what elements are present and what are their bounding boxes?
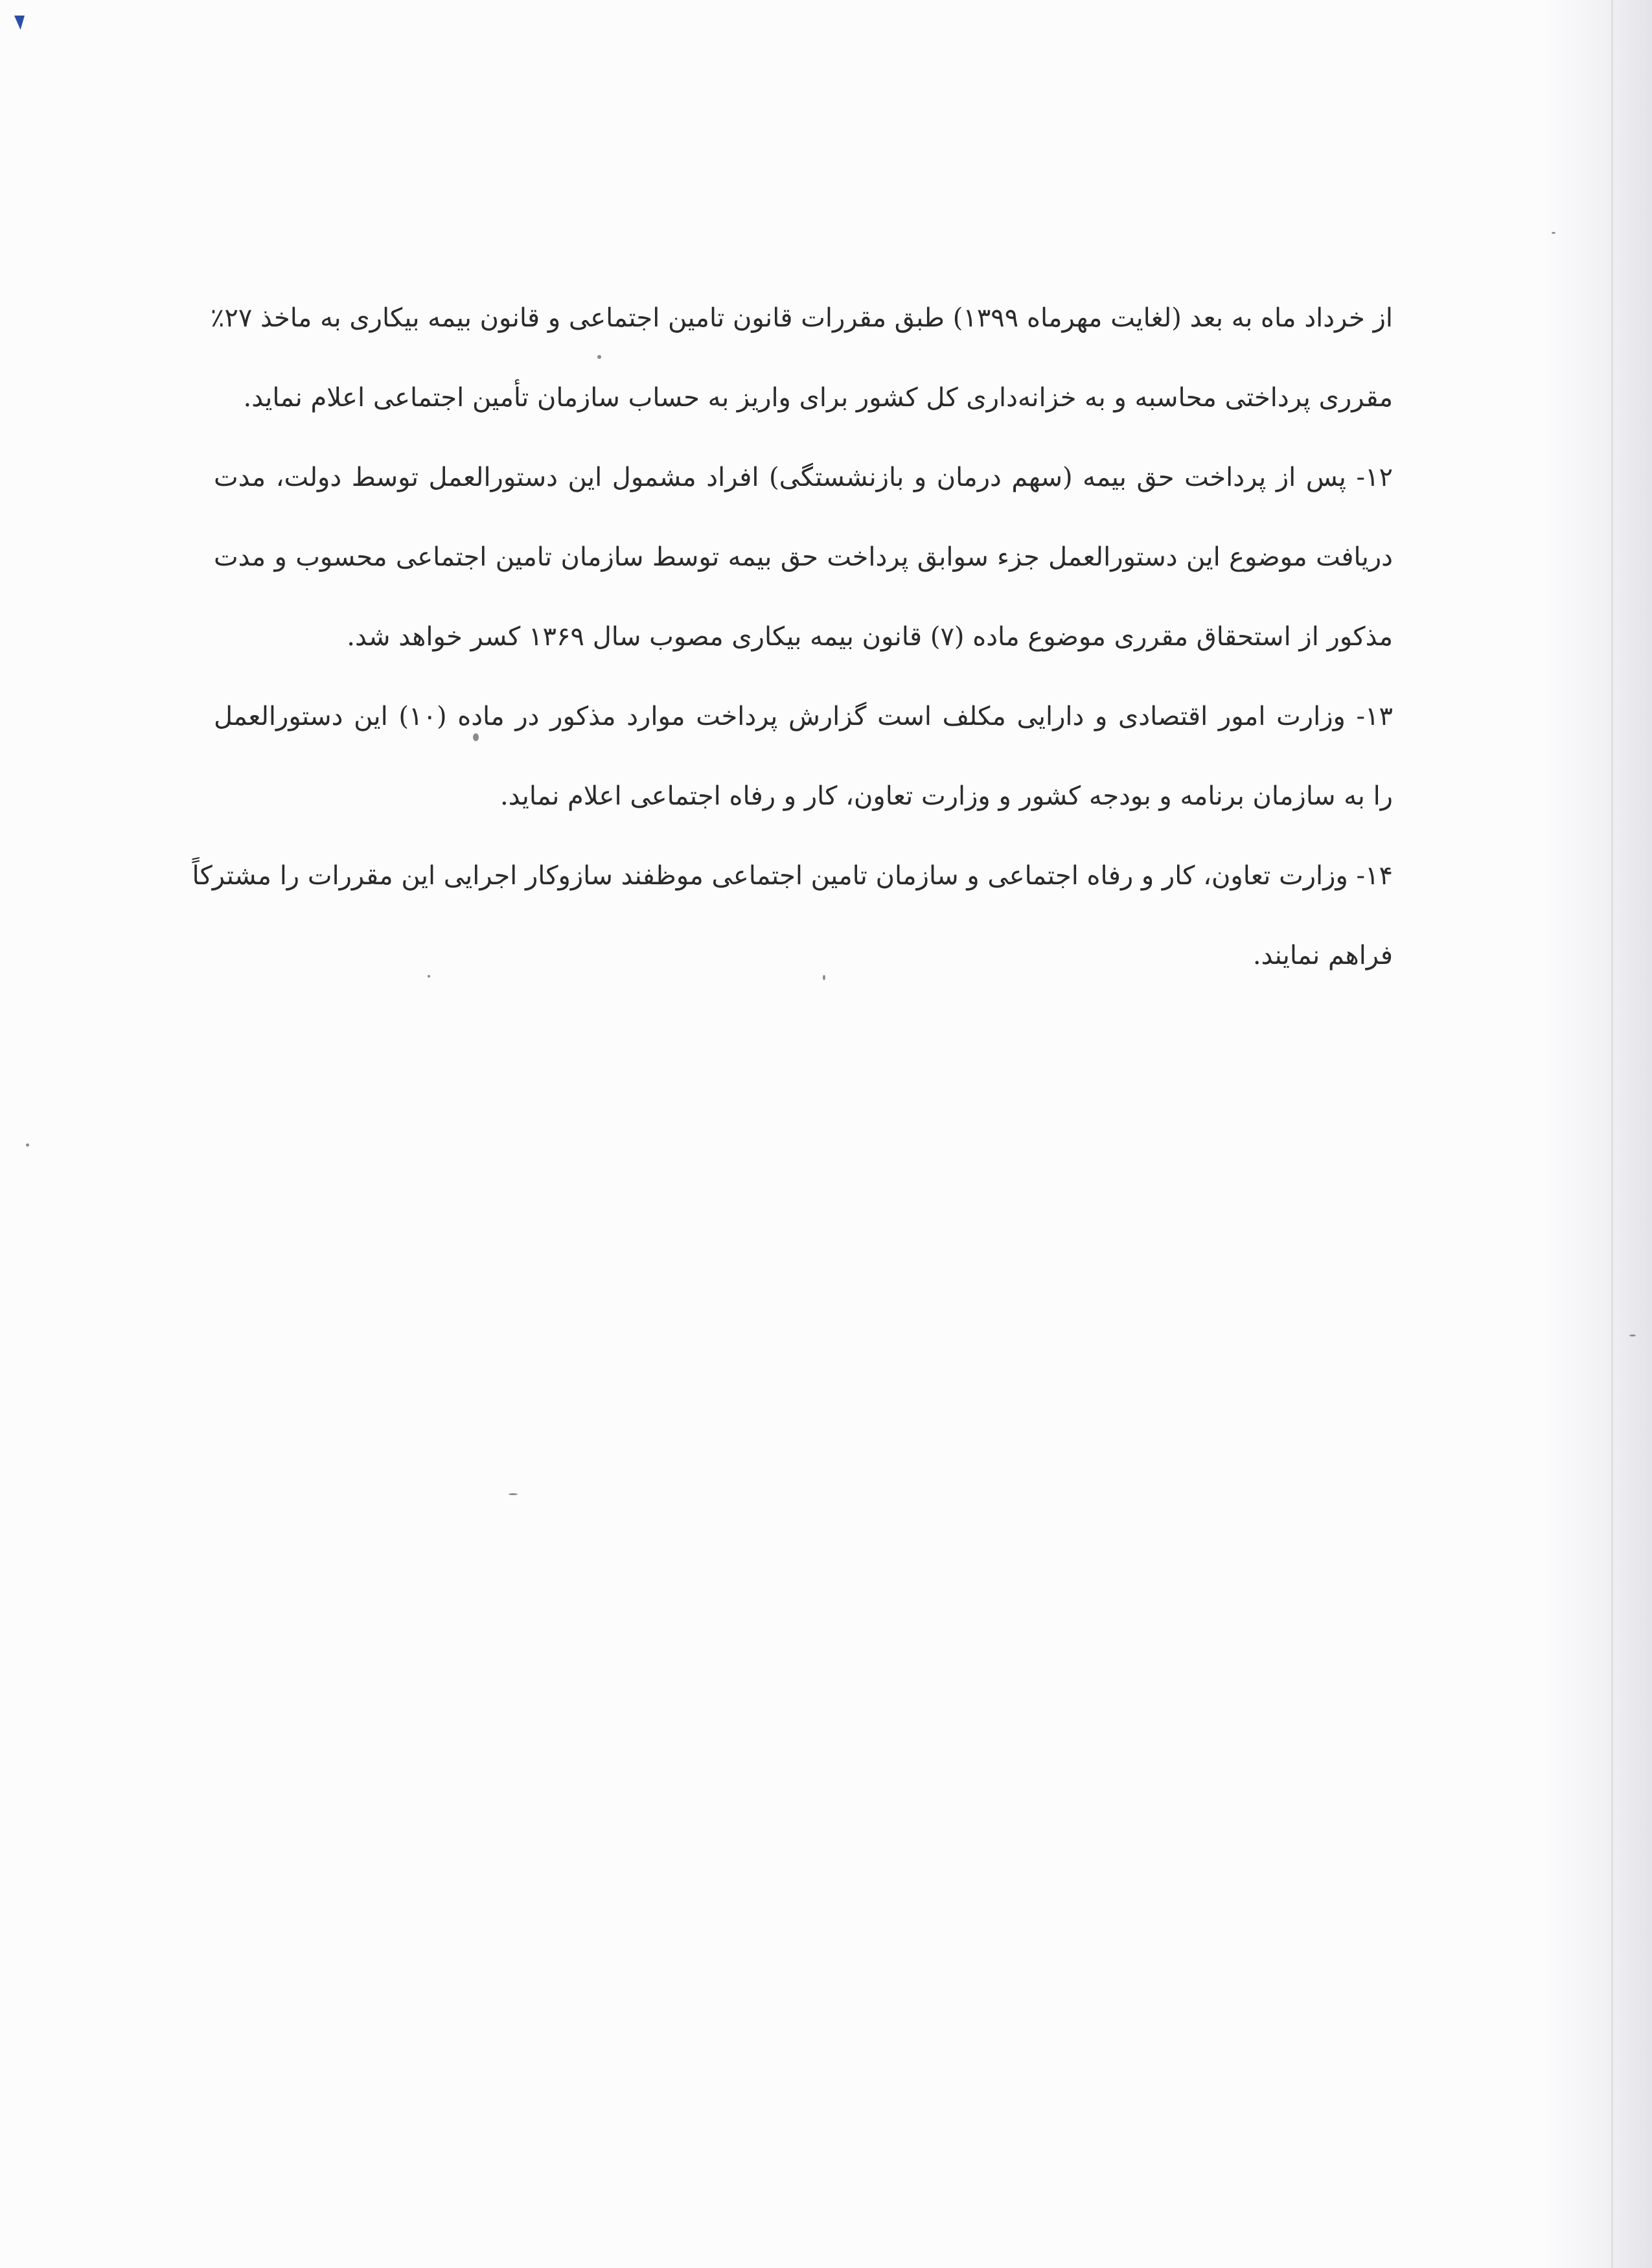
item-12-line-1: ۱۲- پس از پرداخت حق بیمه (سهم درمان و بازنشستگی) افراد مشمول این دستورالعمل توسط دولت، مدت [214, 463, 1393, 492]
paragraph-continuation-line-1: از خرداد ماه به بعد (لغایت مهرماه ۱۳۹۹) طبق مقررات قانون تامین اجتماعی و قانون بیمه بیکاری به ماخذ ۲۷٪ [210, 303, 1393, 333]
item-12-line-3: مذکور از استحقاق مقرری موضوع ماده (۷) قانون بیمه بیکاری مصوب سال ۱۳۶۹ کسر خواهد شد. [347, 622, 1393, 652]
scan-speck [597, 355, 601, 359]
item-13-line-2: را به سازمان برنامه و بودجه کشور و وزارت تعاون، کار و رفاه اجتماعی اعلام نماید. [500, 781, 1393, 811]
item-14-line-2: فراهم نمایند. [1252, 941, 1393, 970]
scan-shadow [1542, 0, 1652, 2268]
scan-speck [428, 975, 430, 978]
item-13-line-1: ۱۳- وزارت امور اقتصادی و دارایی مکلف است گزارش پرداخت موارد مذکور در ماده (۱۰) این دستورالعمل [214, 702, 1393, 731]
scan-speck [26, 1143, 29, 1147]
paragraph-continuation-line-2: مقرری پرداختی محاسبه و به خزانه‌داری کل کشور برای واریز به حساب سازمان تأمین اجتماعی اعلام نماید. [243, 383, 1393, 413]
scan-speck [823, 975, 825, 980]
scan-speck [1629, 1334, 1636, 1336]
scan-speck [509, 1493, 518, 1495]
scan-edge [1611, 0, 1613, 2268]
document-body [192, 279, 1393, 996]
item-14-line-1: ۱۴- وزارت تعاون، کار و رفاه اجتماعی و سازمان تامین اجتماعی موظفند سازوکار اجرایی این مقررات را مشترکاً [192, 861, 1393, 891]
scan-speck [1552, 232, 1555, 234]
corner-mark-icon [14, 16, 25, 30]
scan-speck [473, 733, 479, 741]
item-12-line-2: دریافت موضوع این دستورالعمل جزء سوابق پرداخت حق بیمه توسط سازمان تامین اجتماعی محسوب و مدت [214, 542, 1393, 572]
